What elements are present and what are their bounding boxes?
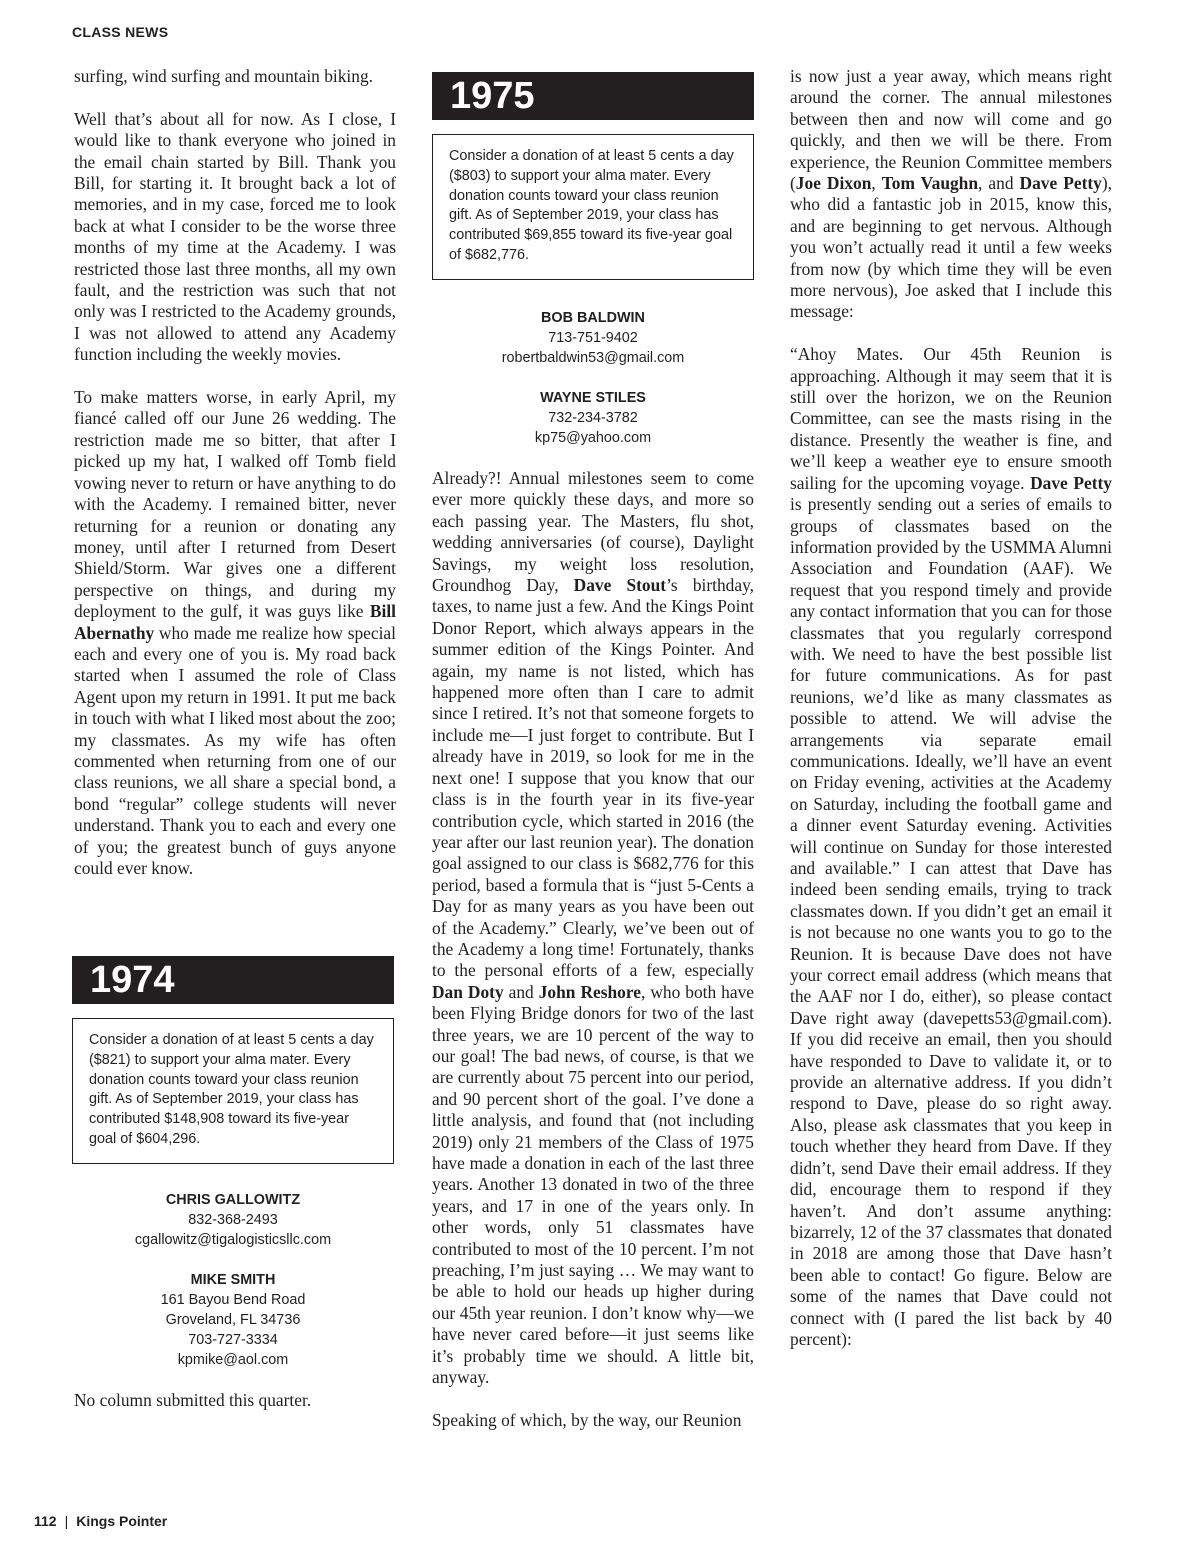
contact-name: MIKE SMITH	[190, 1271, 276, 1288]
text: who made me realize how special each and every one of you is. My road back started when I assumed the role of Class Agent upon my return in 1991. It put me back in touch with what I liked most about the zoo; my classmates. As my wife has often commented when returning from one of our class reunions, we all share a special bond, a bond “regular” college students will never understand. Thank you to each and every one of you; the greatest bunch of guys anyone could ever know.	[74, 622, 396, 878]
bold-name: Joe Dixon	[795, 173, 872, 194]
page-footer	[34, 1513, 167, 1529]
paragraph	[74, 387, 396, 879]
contact-phone: 713-751-9402	[548, 329, 638, 346]
paragraph	[432, 468, 754, 1388]
contact-card	[72, 1270, 394, 1370]
paragraph	[790, 66, 1112, 323]
class-1975-section	[432, 72, 754, 468]
no-column-note: No column submitted this quarter.	[74, 1389, 312, 1410]
paragraph: surfing, wind surfing and mountain biking.	[74, 66, 373, 86]
column-left	[74, 66, 396, 901]
contact-name: BOB BALDWIN	[541, 309, 645, 326]
class-1974-section	[72, 956, 394, 1411]
bold-name: Tom Vaughn	[881, 173, 979, 194]
page-number: 112	[34, 1513, 57, 1529]
text: , and	[978, 173, 1020, 194]
text: “Ahoy Mates. Our 45th Reunion is approaching. Although it may seem that it is still over the horizon, we on the Reunion Committee, can see the masts rising in the distance. Presently the weather is fine, and we’ll keep a weather eye to ensure smooth sailing for the upcoming voyage.	[790, 344, 1112, 493]
contact-address: Groveland, FL 34736	[165, 1311, 301, 1328]
donation-box-1975: Consider a donation of at least 5 cents a day ($803) to support your alma mater. Every donation counts toward your class reunion gift. As of September 2019, your class has contributed $69,855 toward its five-year goal of $682,776.	[432, 134, 754, 280]
paragraph: Well that’s about all for now. As I close, I would like to thank everyone who joined in the email chain started by Bill. Thank you Bill, for starting it. It brought back a lot of memories, and in my case, forced me to look back at what I consider to be the worse three months of my time at the Academy. I was restricted those last three months, all my own fault, and the restriction was such that not only was I restricted to the Academy grounds, I was not allowed to attend any Academy function including the weekly movies.	[74, 108, 396, 365]
text: ), who did a fantastic job in 2015, know this, and are beginning to get nervous. Although you won’t actually read it until a few weeks from now (by which time they will be even more nervous), Joe asked that I include this message:	[790, 173, 1112, 322]
contact-name: CHRIS GALLOWITZ	[165, 1191, 301, 1208]
bold-name: Dave Stout	[573, 575, 667, 596]
text: is now just a year away, which means right around the corner. The annual milestones between then and now will come and go quickly, and then we will be there. From experience, the Reunion Committee members (	[790, 66, 1112, 194]
text: , who both have been Flying Bridge donors for two of the last three years, we are 10 percent of the way to our goal! The bad news, of course, is that we are currently about 75 percent into our period, and 90 percent short of the goal. I’ve done a little analysis, and found that (not including 2019) only 21 members of the Class of 1975 have made a donation in each of the last three years. Another 13 donated in two of the three years, and 17 in one of the years only. In other words, only 51 classmates have contributed to most of the 10 percent. I’m not preaching, I’m just saying … We may want to be able to hold our heads up higher during our 45th year reunion. I don’t know why—we have never cared before—it just seems like it’s probably time we should. A little bit, anyway.	[432, 981, 754, 1388]
column-middle	[432, 468, 754, 1431]
text: and	[503, 981, 539, 1002]
contact-phone: 732-234-3782	[548, 409, 638, 426]
bold-name: Bill Abernathy	[74, 601, 396, 643]
paragraph	[790, 344, 1112, 1350]
contact-card	[432, 388, 754, 448]
column-right	[790, 66, 1112, 1350]
contacts-1974	[72, 1190, 394, 1370]
contact-address: 161 Bayou Bend Road	[160, 1291, 306, 1308]
bold-name: Dave Petty	[1030, 472, 1112, 493]
contact-phone: 832-368-2493	[188, 1211, 278, 1228]
contact-phone: 703-727-3334	[188, 1331, 278, 1348]
contact-email[interactable]: kp75@yahoo.com	[534, 429, 652, 446]
contact-card	[432, 308, 754, 368]
text: To make matters worse, in early April, my fiancé called off our June 26 wedding. The restriction made me so bitter, that after I picked up my hat, I walked off Tomb field vowing never to return or have anything to do with the Academy. I remained bitter, never returning for a reunion or donating any money, until after I returned from Desert Shield/Storm. War gives one a different perspective on things, and during my deployment to the gulf, it was guys like	[74, 387, 396, 622]
bold-name: Dan Doty	[432, 981, 504, 1002]
section-label: CLASS NEWS	[72, 24, 169, 40]
year-banner-1975: 1975	[432, 72, 754, 120]
text: ,	[871, 173, 882, 194]
text: is presently sending out a series of emails to groups of classmates based on the information provided by the USMMA Alumni Association and Foundation (AAF). We request that you respond timely and provide any contact information that you can for those classmates that you regularly correspond with. We need to have the best possible list for future communications. As for past reunions, we’d like as many classmates as possible to attend. We will advise the arrangements via separate email communications. Ideally, we’ll have an event on Friday evening, activities at the Academy on Saturday, including the football game and a dinner event Saturday evening. Activities will continue on Sunday for those interested and available.” I can attest that Dave has indeed been sending emails, trying to track classmates down. If you didn’t get an email it is not because no one wants you to go to the Reunion. It is because Dave does not have your correct email address (which means that the AAF nor I do, either), so please contact Dave right away (davepetts53@gmail.com). If you did receive an email, then you should have responded to Dave to validate it, or to provide an alternative address. If you didn’t respond to Dave, please do so right away. Also, please ask classmates that you keep in touch whether they heard from Dave. If they didn’t, send Dave their email address. If they did, encourage them to respond if they haven’t. And don’t assume anything: bizarrely, 12 of the 37 classmates that donated in 2018 are among those that Dave hasn’t been able to contact! Go figure. Below are some of the names that Dave could not connect with (I pared the list back by 40 percent):	[790, 494, 1112, 1349]
contacts-1975	[432, 308, 754, 448]
contact-card	[72, 1190, 394, 1250]
publication-name: Kings Pointer	[76, 1513, 168, 1529]
footer-separator: |	[64, 1513, 69, 1529]
text: Already?! Annual milestones seem to come ever more quickly these days, and more so each passing year. The Masters, flu shot, wedding anniversaries (of course), Daylight Savings, my weight loss resolution, Groundhog Day,	[432, 468, 754, 596]
contact-name: WAYNE STILES	[540, 389, 646, 406]
contact-email[interactable]: cgallowitz@tigalogisticsllc.com	[134, 1231, 332, 1248]
contact-email[interactable]: kpmike@aol.com	[177, 1351, 289, 1368]
bold-name: John Reshore	[538, 981, 641, 1002]
donation-box-1974: Consider a donation of at least 5 cents a day ($821) to support your alma mater. Every donation counts toward your class reunion gift. As of September 2019, your class has contributed $148,908 toward its five-year goal of $604,296.	[72, 1018, 394, 1164]
contact-email[interactable]: robertbaldwin53@gmail.com	[501, 349, 685, 366]
year-banner-1974: 1974	[72, 956, 394, 1004]
paragraph: Speaking of which, by the way, our Reunion	[432, 1409, 742, 1430]
text: ’s birthday, taxes, to name just a few. And the Kings Point Donor Report, which always appears in the summer edition of the Kings Pointer. And again, my name is not listed, which has happened more often than I care to admit since I retired. It’s not that someone forgets to include me—I just forget to contribute. But I already have in 2019, so look for me in the next one! I suppose that you know that our class is in the fourth year in its five-year contribution cycle, which started in 2016 (the year after our last reunion year). The donation goal assigned to our class is $682,776 for this period, based a formula that is “just 5-Cents a Day for as many years as you have been out of the Academy.” Clearly, we’ve been out of the Academy a long time! Fortunately, thanks to the personal efforts of a few, especially	[432, 575, 754, 981]
bold-name: Dave Petty	[1019, 173, 1102, 194]
